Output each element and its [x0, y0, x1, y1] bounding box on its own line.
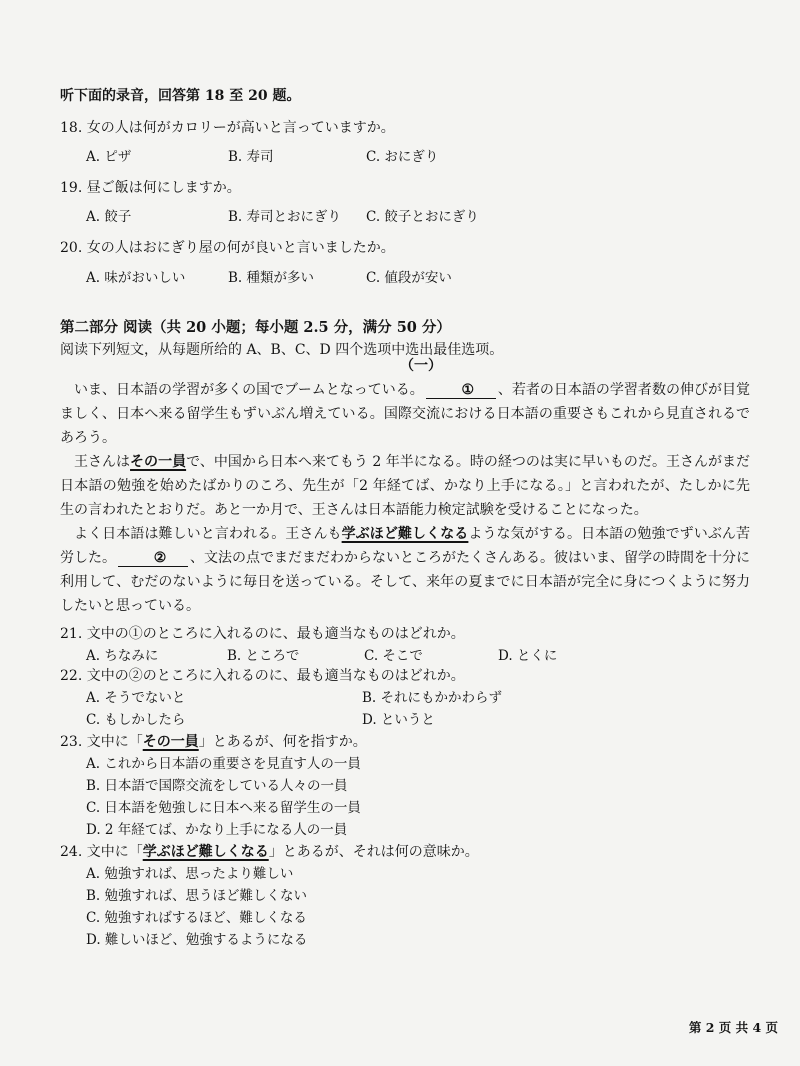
q22-option-b: B. それにもかかわらず: [362, 690, 503, 706]
section-instruction: 阅读下列短文，从每题所给的 A、B、C、D 四个选项中选出最佳选项。: [60, 342, 504, 358]
q24-option-c: C. 勉強すればするほど、難しくなる: [86, 910, 307, 926]
question-22: 22. 文中の②のところに入れるのに、最も適当なものはどれか。: [60, 668, 465, 684]
q20-option-c: C. 値段が安い: [366, 270, 452, 286]
passage-paragraph-3: よく日本語は難しいと言われる。王さんも学ぶほど難しくなるような気がする。日本語の勉強でずいぶん苦労した。 ② 、文法の点でまだまだわからないところがたくさんある。彼はいま、留学の時間を十分に利用して、むだのないように毎日を送っている。そして、来年の夏までに日本語が完全に身につくように努力したいと思っている。: [60, 526, 751, 614]
q24-option-b: B. 勉強すれば、思うほど難しくない: [86, 888, 308, 904]
question-19: 19. 昼ご飯は何にしますか。: [60, 180, 241, 196]
q19-option-a: A. 餃子: [86, 209, 132, 225]
q23-option-b: B. 日本語で国際交流をしている人々の一員: [86, 778, 348, 794]
q21-option-b: B. ところで: [227, 648, 300, 664]
passage: [60, 378, 750, 618]
q18-option-c: C. おにぎり: [366, 149, 439, 165]
page-number: 第 2 页 共 4 页: [688, 1020, 778, 1035]
q20-option-a: A. 味がおいしい: [86, 270, 186, 286]
q22-option-a: A. そうでないと: [86, 690, 186, 706]
q18-option-a: A. ピザ: [86, 149, 132, 165]
q23-option-c: C. 日本語を勉強しに日本へ来る留学生の一員: [86, 800, 361, 816]
question-24: 24. 文中に「学ぶほど難しくなる」とあるが、それは何の意味か。: [60, 844, 479, 860]
q19-option-c: C. 餃子とおにぎり: [366, 209, 479, 225]
q22-option-d: D. というと: [362, 712, 435, 728]
q21-option-c: C. そこで: [364, 648, 423, 664]
q22-option-c: C. もしかしたら: [86, 712, 186, 728]
question-20: 20. 女の人はおにぎり屋の何が良いと言いましたか。: [60, 240, 395, 256]
question-23: 23. 文中に「その一員」とあるが、何を指すか。: [60, 734, 367, 750]
section-title: 第二部分 阅读（共 20 小题；每小题 2.5 分，满分 50 分）: [60, 319, 451, 336]
q23-option-a: A. これから日本語の重要さを見直す人の一員: [86, 756, 361, 772]
question-21: 21. 文中の①のところに入れるのに、最も適当なものはどれか。: [60, 626, 465, 642]
passage-paragraph-2: 王さんはその一員で、中国から日本へ来てもう 2 年半になる。時の経つのは実に早いものだ。王さんがまだ日本語の勉強を始めたばかりのころ、先生が「2 年経てば、かなり上手になる。」と言われたが、たしかに先生の言われたとおりだ。あと一か月で、王さんは日本語能力検定試験を受けることになった。: [60, 454, 751, 518]
q21-option-d: D. とくに: [498, 648, 558, 664]
passage-paragraph-1: いま、日本語の学習が多くの国でブームとなっている。 ① 、若者の日本語の学習者数の伸びが目覚ましく、日本へ来る留学生もずいぶん増えている。国際交流における日本語の重要さもこれから見直されるであろう。: [60, 382, 750, 446]
question-18: 18. 女の人は何がカロリーが高いと言っていますか。: [60, 120, 395, 136]
blank-2: ②: [118, 550, 188, 567]
underlined-phrase-2: 学ぶほど難しくなる: [341, 526, 469, 542]
q23-option-d: D. 2 年経てば、かなり上手になる人の一員: [86, 822, 348, 838]
blank-1: ①: [426, 382, 496, 399]
underlined-phrase-1: その一員: [130, 454, 187, 470]
listening-instruction: 听下面的录音，回答第 18 至 20 题。: [60, 88, 301, 104]
q20-option-b: B. 種類が多い: [228, 270, 315, 286]
q21-option-a: A. ちなみに: [86, 648, 159, 664]
q24-option-d: D. 難しいほど、勉強するようになる: [86, 932, 308, 948]
q24-option-a: A. 勉強すれば、思ったより難しい: [86, 866, 294, 882]
passage-number: （一）: [400, 358, 442, 374]
q19-option-b: B. 寿司とおにぎり: [228, 209, 342, 225]
q18-option-b: B. 寿司: [228, 149, 274, 165]
